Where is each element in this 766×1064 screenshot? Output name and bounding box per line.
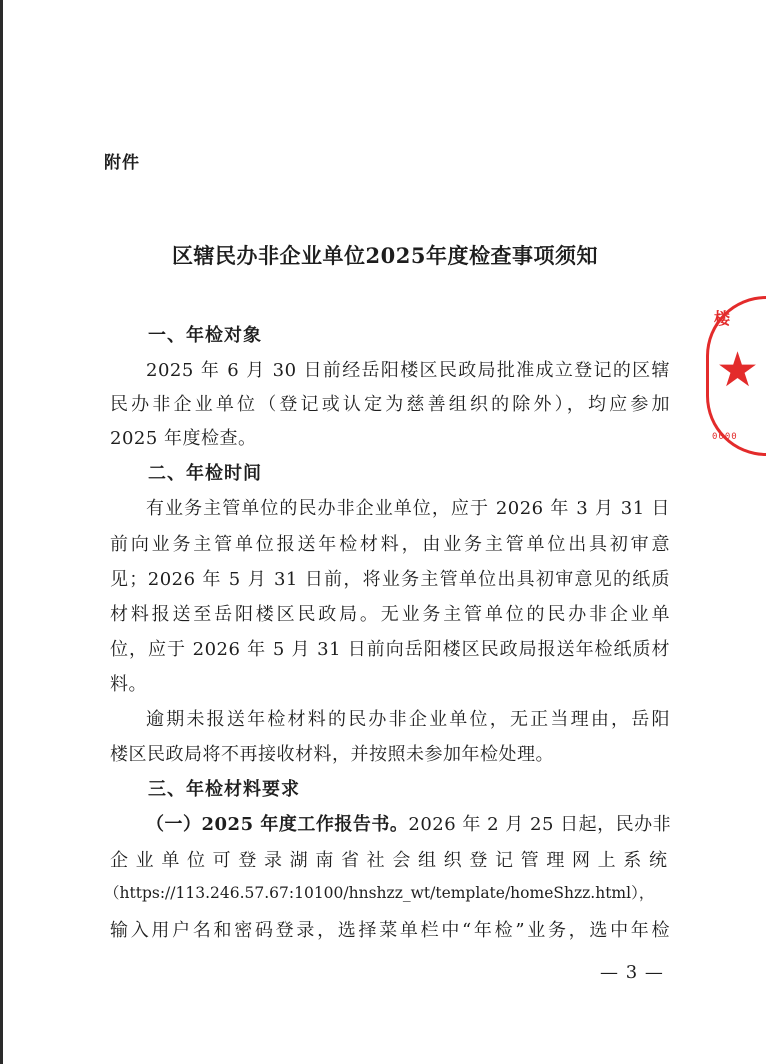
section-1-line: 民办非企业单位（登记或认定为慈善组织的除外），均应参加 — [110, 394, 670, 415]
section-2-line: 见；2026 年 5 月 31 日前，将业务主管单位出具初审意见的纸质 — [110, 569, 670, 590]
section-2-line: 有业务主管单位的民办非企业单位，应于 2026 年 3 月 31 日 — [146, 498, 670, 519]
page-number: — 3 — — [600, 962, 664, 983]
section-2-heading: 二、年检时间 — [148, 463, 262, 484]
section-3-heading: 三、年检材料要求 — [148, 779, 300, 800]
section-2-line: 材料报送至岳阳楼区民政局。无业务主管单位的民办非企业单 — [110, 604, 670, 625]
section-3-item-1-label: （一）2025 年度工作报告书。 — [146, 814, 409, 835]
section-3-line: 输入用户名和密码登录，选择菜单栏中“年检”业务，选中年检 — [110, 920, 670, 941]
section-1-heading: 一、年检对象 — [148, 325, 262, 346]
section-3-item-1 — [146, 810, 670, 836]
seal-star-icon: ★ — [716, 342, 760, 398]
section-3-item-1-text: 2026 年 2 月 25 日起，民办非 — [408, 814, 672, 835]
section-2-paragraph-2-line: 逾期未报送年检材料的民办非企业单位，无正当理由，岳阳 — [146, 709, 670, 730]
section-2-line: 前向业务主管单位报送年检材料，由业务主管单位出具初审意 — [110, 534, 670, 555]
attachment-label: 附件 — [104, 153, 140, 173]
section-3-line: 企业单位可登录湖南省社会组织登记管理网上系统 — [110, 850, 670, 871]
seal-code: 0000 — [712, 432, 738, 442]
section-2-line: 位，应于 2026 年 5 月 31 日前向岳阳楼区民政局报送年检纸质材 — [110, 639, 670, 660]
section-2-line: 料。 — [110, 674, 147, 695]
section-1-line: 2025 年 6 月 30 日前经岳阳楼区民政局批准成立登记的区辖 — [146, 360, 670, 381]
section-3-url-line: （https://113.246.57.67:10100/hnshzz_wt/template/homeShzz.html）， — [104, 884, 655, 902]
scan-edge — [0, 0, 3, 1064]
section-2-paragraph-2-line: 楼区民政局将不再接收材料，并按照未参加年检处理。 — [110, 744, 554, 765]
document-title: 区辖民办非企业单位2025年度检查事项须知 — [172, 243, 598, 268]
seal-text: 楼 — [714, 309, 731, 328]
section-1-line: 2025 年度检查。 — [110, 428, 257, 449]
